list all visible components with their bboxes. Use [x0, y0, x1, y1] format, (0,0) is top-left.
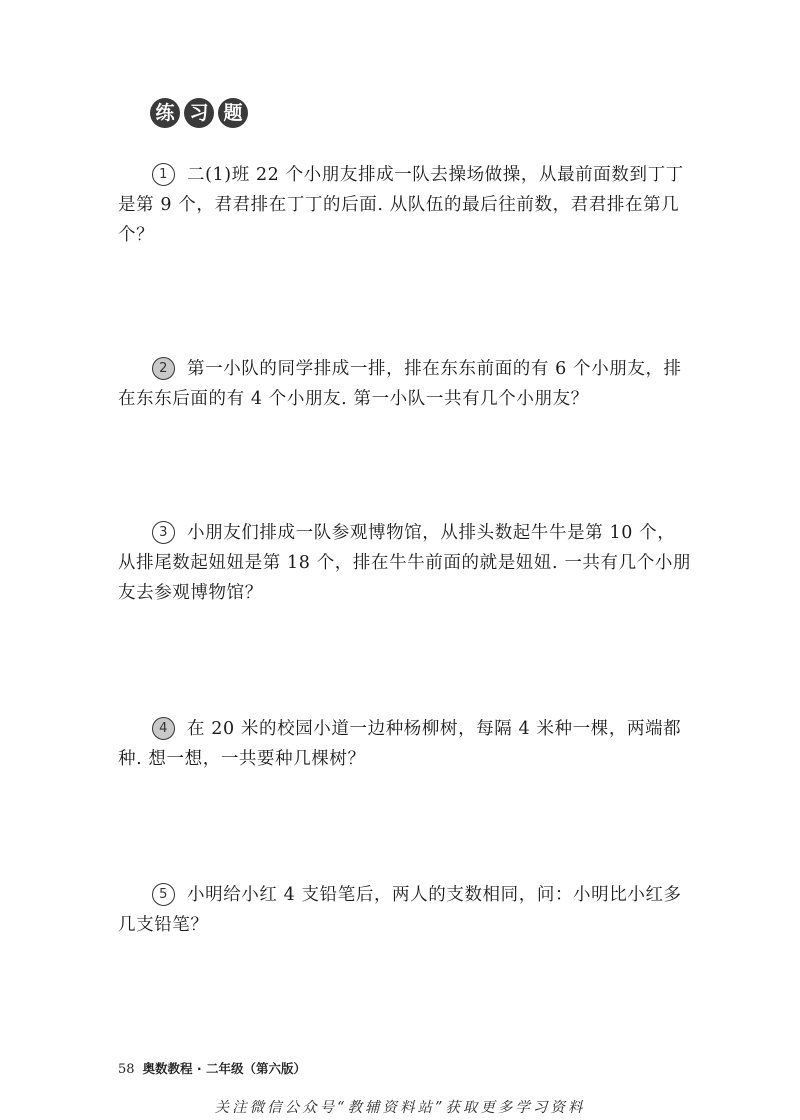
problem-number: 2	[152, 357, 175, 380]
problem-5	[118, 880, 693, 940]
page-number: 58	[118, 1062, 135, 1077]
problem-text: 第一小队的同学排成一排，排在东东前面的有 6 个小朋友，排在东东后面的有 4 个小朋友. 第一小队一共有几个小朋友？	[118, 359, 682, 409]
problem-text: 小明给小红 4 支铅笔后，两人的支数相同，问：小明比小红多几支铅笔？	[118, 885, 682, 935]
section-title	[150, 98, 248, 128]
section-title-char: 习	[184, 98, 214, 128]
section-title-char: 题	[218, 98, 248, 128]
watermark-text: 关注微信公众号“教辅资料站”获取更多学习资料	[214, 1100, 586, 1116]
section-title-char: 练	[150, 98, 180, 128]
problem-1	[118, 160, 693, 250]
problem-4	[118, 714, 693, 774]
page-footer	[118, 1059, 306, 1077]
problem-text: 小朋友们排成一队参观博物馆，从排头数起牛牛是第 10 个，从排尾数起妞妞是第 18 个，排在牛牛前面的就是妞妞. 一共有几个小朋友去参观博物馆？	[118, 523, 692, 603]
book-title: 奥数教程 · 二年级（第六版）	[142, 1061, 306, 1076]
problem-number: 4	[152, 717, 175, 740]
problem-2	[118, 354, 693, 414]
problem-number: 5	[152, 883, 175, 906]
problem-3	[118, 518, 693, 608]
problem-text: 在 20 米的校园小道一边种杨柳树，每隔 4 米种一棵，两端都种. 想一想，一共要种几棵树？	[118, 719, 682, 769]
problem-number: 3	[152, 521, 175, 544]
problem-text: 二(1)班 22 个小朋友排成一队去操场做操，从最前面数到丁丁是第 9 个，君君排在丁丁的后面. 从队伍的最后往前数，君君排在第几个？	[118, 165, 684, 245]
problem-number: 1	[152, 163, 175, 186]
